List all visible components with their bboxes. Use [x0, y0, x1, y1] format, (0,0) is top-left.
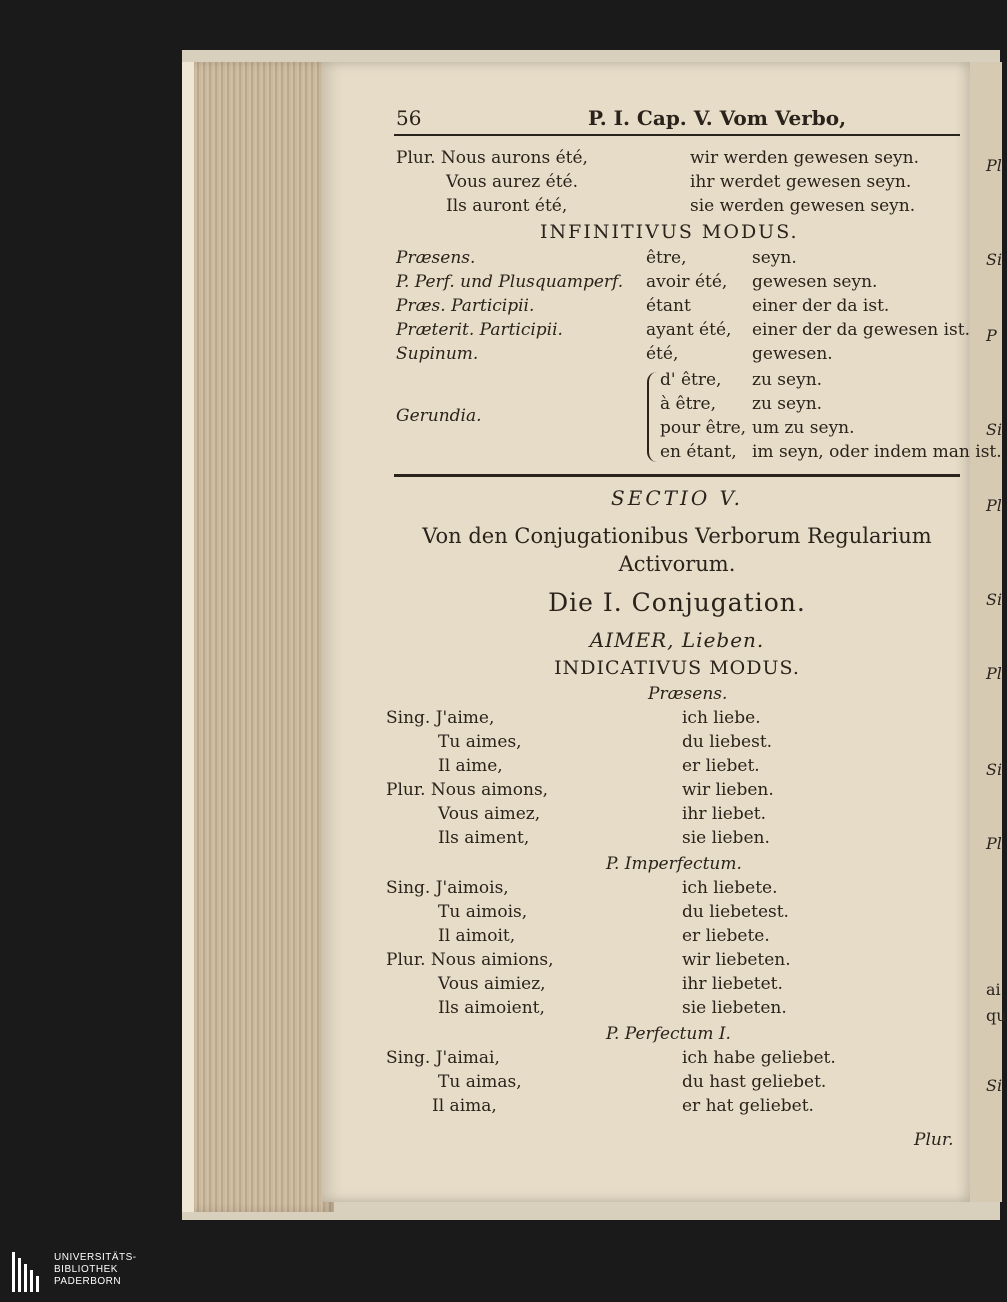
present-right-3: er liebet.: [682, 756, 760, 776]
present-right-4: wir lieben.: [682, 780, 774, 800]
present-right-6: sie lieben.: [682, 828, 770, 848]
present-left-2: Tu aimes,: [438, 732, 522, 752]
logo-line-2: BIBLIOTHEK: [54, 1264, 118, 1275]
inf-label-3: Præs. Participii.: [396, 296, 535, 316]
infinitive-heading: INFINITIVUS MODUS.: [540, 221, 799, 243]
perfect-right-2: du hast geliebet.: [682, 1072, 827, 1092]
next-page-fragment: Si: [986, 1076, 1003, 1095]
logo-line-1: UNIVERSITÄTS-: [54, 1252, 137, 1263]
inf-de-5: gewesen.: [752, 344, 833, 364]
next-page-fragment: P: [986, 326, 997, 345]
imperfect-right-3: er liebete.: [682, 926, 770, 946]
footer-strip: [0, 1222, 1000, 1302]
imperfect-left-2: Tu aimois,: [438, 902, 528, 922]
ger-de-4: im seyn, oder indem man ist.: [752, 442, 1002, 462]
ger-fr-3: pour être,: [660, 418, 747, 438]
imperfect-right-1: ich liebete.: [682, 878, 778, 898]
running-head: P. I. Cap. V. Vom Verbo,: [588, 106, 847, 130]
future-right-1: wir werden gewesen seyn.: [690, 148, 919, 168]
imperfect-right-5: ihr liebetet.: [682, 974, 783, 994]
next-page-fragment: Pl: [986, 664, 1002, 683]
imperfect-right-6: sie liebeten.: [682, 998, 787, 1018]
inf-fr-4: ayant été,: [646, 320, 732, 340]
library-logo-icon: [12, 1252, 40, 1292]
next-page-fragment: Pl: [986, 834, 1002, 853]
imperfect-left-1: Sing. J'aimois,: [386, 878, 509, 898]
imperfect-left-6: Ils aimoient,: [438, 998, 545, 1018]
present-right-2: du liebest.: [682, 732, 773, 752]
section-heading-2: Activorum.: [618, 552, 736, 576]
ger-fr-2: à être,: [660, 394, 717, 414]
imperfect-right-4: wir liebeten.: [682, 950, 791, 970]
present-right-1: ich liebe.: [682, 708, 761, 728]
section-title: SECTIO V.: [611, 486, 743, 510]
next-page-fragment: Si: [986, 760, 1003, 779]
next-page-fragment: qu: [986, 1006, 1007, 1025]
conjugation-title: Die I. Conjugation.: [548, 588, 806, 617]
future-right-2: ihr werdet gewesen seyn.: [690, 172, 912, 192]
inf-fr-3: étant: [646, 296, 691, 316]
present-left-3: Il aime,: [438, 756, 503, 776]
perfect-right-3: er hat geliebet.: [682, 1096, 814, 1116]
perfect-left-2: Tu aimas,: [438, 1072, 522, 1092]
inf-de-1: seyn.: [752, 248, 797, 268]
ger-de-2: zu seyn.: [752, 394, 823, 414]
inf-de-4: einer der da gewesen ist.: [752, 320, 971, 340]
next-page-fragment: Pl: [986, 496, 1002, 515]
imperfect-right-2: du liebetest.: [682, 902, 789, 922]
gerundia-label: Gerundia.: [396, 406, 482, 426]
next-page-fragment: Si: [986, 250, 1003, 269]
imperfect-left-4: Plur. Nous aimions,: [386, 950, 554, 970]
gerundia-brace: [647, 372, 657, 462]
imperfect-left-5: Vous aimiez,: [438, 974, 546, 994]
section-rule: [394, 474, 960, 477]
mood-title: INDICATIVUS MODUS.: [554, 657, 800, 679]
ger-fr-4: en étant,: [660, 442, 737, 462]
next-page-fragment: Pl: [986, 156, 1002, 175]
verb-title: AIMER, Lieben.: [589, 628, 765, 652]
present-left-4: Plur. Nous aimons,: [386, 780, 549, 800]
future-left-1: Plur. Nous aurons été,: [396, 148, 588, 168]
next-page-edge: [966, 62, 1002, 1202]
inf-label-5: Supinum.: [396, 344, 479, 364]
present-left-5: Vous aimez,: [438, 804, 541, 824]
present-left-1: Sing. J'aime,: [386, 708, 495, 728]
page-edges: [182, 62, 334, 1212]
section-heading-1: Von den Conjugationibus Verborum Regularium: [422, 524, 932, 548]
catchword: Plur.: [914, 1130, 954, 1150]
future-left-3: Ils auront été,: [446, 196, 568, 216]
inf-fr-5: été,: [646, 344, 679, 364]
logo-line-3: PADERBORN: [54, 1276, 122, 1287]
future-right-3: sie werden gewesen seyn.: [690, 196, 916, 216]
ger-fr-1: d' être,: [660, 370, 722, 390]
ger-de-1: zu seyn.: [752, 370, 823, 390]
inf-fr-1: être,: [646, 248, 687, 268]
inf-de-3: einer der da ist.: [752, 296, 890, 316]
perfect-left-1: Sing. J'aimai,: [386, 1048, 500, 1068]
next-page-fragment: Si: [986, 590, 1003, 609]
imperfect-left-3: Il aimoit,: [438, 926, 516, 946]
inf-label-4: Præterit. Participii.: [396, 320, 563, 340]
header-rule: [394, 134, 960, 136]
inf-fr-2: avoir été,: [646, 272, 728, 292]
perfect-left-3: Il aima,: [432, 1096, 497, 1116]
inf-de-2: gewesen seyn.: [752, 272, 878, 292]
present-right-5: ihr liebet.: [682, 804, 767, 824]
next-page-fragment: ai: [986, 980, 1001, 999]
tense-imperfect: P. Imperfectum.: [606, 854, 742, 874]
library-logo-text: [54, 1252, 137, 1288]
tense-present: Præsens.: [648, 684, 728, 704]
ger-de-3: um zu seyn.: [752, 418, 855, 438]
present-left-6: Ils aiment,: [438, 828, 530, 848]
inf-label-2: P. Perf. und Plusquamperf.: [396, 272, 624, 292]
tense-perfect: P. Perfectum I.: [606, 1024, 731, 1044]
perfect-right-1: ich habe geliebet.: [682, 1048, 836, 1068]
future-left-2: Vous aurez été.: [446, 172, 579, 192]
page-number: 56: [396, 106, 422, 130]
next-page-fragment: Si: [986, 420, 1003, 439]
inf-label-1: Præsens.: [396, 248, 476, 268]
